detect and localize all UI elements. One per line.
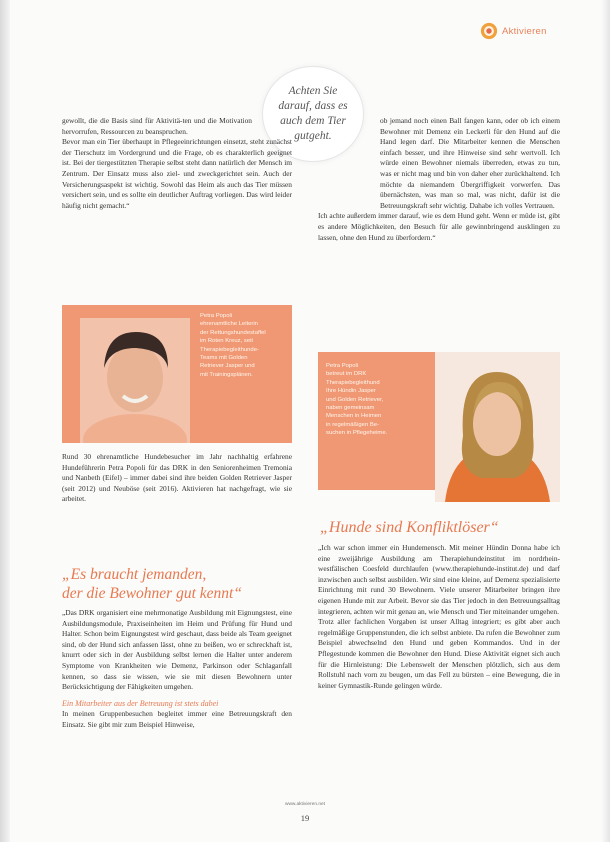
portrait-image (80, 318, 190, 443)
caption-left: Petra Popoli ehrenamtliche Leiterin der Rettungshundestaffel im Roten Kreuz, seit Therapiebegleithunde- Teams mit Golden Retriever Jasper und mit Trainingsplänen. (200, 313, 266, 378)
folio-url: www.aktivieren.net (285, 802, 325, 807)
section-tag-label: Aktivieren (502, 25, 547, 37)
left-bottom-column (62, 608, 292, 731)
paragraph: In meinen Gruppenbesuchen begleitet immer eine Betreuungskraft den Einsatz. Sie gibt mir zum Beispiel Hinweise, (62, 709, 292, 729)
paragraph: ob jemand noch einen Ball fangen kann, oder ob ich einem Bewohner mit Demenz ein Leckerli für den Hund auf die Hand legen darf. Die Mitarbeiter kennen die Menschen einfach besser, und ihre Hinweise sind sehr wertvoll. Ich würde einen Bewohner niemals überreden, etwas zu tun, was er nicht mag und bin von daher eher zurückhaltend. Ich möchte da niemandem Übergriffigkeit vorwerfen. Das übernächsten, was man so mal, was nicht, dafür ist die Betreuungskraft sehr wichtig. Dahabe ich volles Vertrauen. (380, 116, 560, 210)
intro-text: Rund 30 ehrenamtliche Hundebesucher im Jahr nachhaltig erfahrene Hundeführerin Petra Popoli für das DRK in den Seniorenheimen Tremonia und Nanbeth (Eifel) – immer dabei sind ihre beiden Golden Retriever Jasper (seit 2012) und Neuböse (seit 2016). Aktivieren hat nachgefragt, wie sie arbeitet. (62, 452, 292, 504)
page-binding-shadow (0, 0, 10, 842)
caption-right: Petra Popoli betreut im DRK Therapiebegleithund Ihre Hündin Jasper und Golden Retriever, naben gemeinsam Menschen in Heimen in regelmäßigen Be- suchen in Pflegeheime. (326, 363, 388, 437)
right-bottom-column (318, 543, 560, 691)
paragraph: Bevor man ein Tier überhaupt in Pflegeeinrichtungen einsetzt, steht zunächst der Tierschutz im Vordergrund und die Frage, ob es charakterlich geeignet ist. Bei der tiergestützten Therapie selbst steht dann natürlich der Mensch im Zentrum. Der Einsatz muss also ziel- und zweckgerichtet sein. Auch der Versicherungsaspekt ist wichtig. Sowohl das Heim als auch das Tier müssen versichert sein, und es sollte ein deutlicher Auftrag vorliegen. Das wird leider häufig nicht gemacht.“ (62, 137, 292, 210)
portrait-photo-right (435, 352, 560, 502)
page-edge-shadow (602, 0, 610, 842)
section-tag (480, 21, 547, 41)
subheading: Ein Mitarbeiter aus der Betreuung ist stets dabei (62, 698, 219, 708)
paragraph: Ich achte außerdem immer darauf, wie es dem Hund geht. Wenn er müde ist, gibt es andere Möglichkeiten, den Besuch für alle gewinnbringend ausklingen zu lassen, ohne den Hund zu überfordern.“ (318, 211, 560, 242)
paragraph: „Das DRK organisiert eine mehrmonatige Ausbildung mit Eignungstest, eine Ausbildungsmodule, Praxiseinheiten im Heim und Prüfung für Hund und Halter. Schon beim Eignungstest wird geschaut, dass beide als Team geeignet sind, ob der Hund sich anfassen lässt, ohne zu beißen, wo er schreckhaft ist, knurrt oder sich in der Ausbildung selbst lernen die Halter unter anderem Symptome von Krankheiten wie Demenz, Parkinson oder Schlaganfall kennen, so dass sie wissen, wie sie mit diesen Bewohnern unter Berücksichtigung der Fähigkeiten umgehen. (62, 608, 292, 692)
page-number: 19 (300, 813, 310, 823)
right-top-column (318, 116, 560, 243)
portrait-photo-left (80, 318, 190, 443)
paragraph: gewollt, die die Basis sind für Aktivitä-ten und die Motivation hervorrufen, Ressourcen zu beanspruchen. (62, 116, 252, 136)
heading-right: „Hunde sind Konfliktlöser“ (320, 519, 499, 536)
pull-quote-text: Achten Sie darauf, dass es auch dem Tier gutgeht. (278, 85, 348, 142)
sun-circle-icon (480, 22, 498, 40)
paragraph: Trotz aller fachlichen Vorgaben ist unser Alltag integriert; es gibt aber auch regelmäßige Gruppenstunden, die ich selbst anbiete. Da rufen die Bewohner zum Beispiel abwechselnd den Hund und geben Kommandos. Und in der Pflegestunde kommen die Bewohner den Hund. Diese Aktivität eignet sich auch für die Hirnleistung: Die Lebenswelt der Menschen plötzlich, sich aus dem Rollstuhl nach vorn zu beugen, um das Fell zu bürsten – eine Bewegung, die in keiner Gymnastik-Runde gelingen würde. (318, 617, 560, 690)
left-top-column (62, 116, 292, 211)
portrait-image (435, 352, 560, 502)
paragraph: „Ich war schon immer ein Hundemensch. Mit meiner Hündin Donna habe ich eine zweijährige Ausbildung am Therapiehundeinstitut im nordrhein-westfälischen Coesfeld durchlaufen (www.therapiehunde-institut.de) und darf inzwischen auch selbst ausbilden. Wir sind eine kleine, auf Demenz spezialisierte Einrichtung mit rund 30 Bewohnern. Viele unserer Mitarbeiter bringen ihre eigenen Hunde mit zur Arbeit. Bevor sie das Tier jedoch in den Betreuungsalltag integrieren, achten wir mit genau an, wie Mensch und Tier miteinander umgehen. (318, 543, 560, 616)
heading-left: „Es braucht jemanden, der die Bewohner gut kennt“ (62, 566, 242, 602)
